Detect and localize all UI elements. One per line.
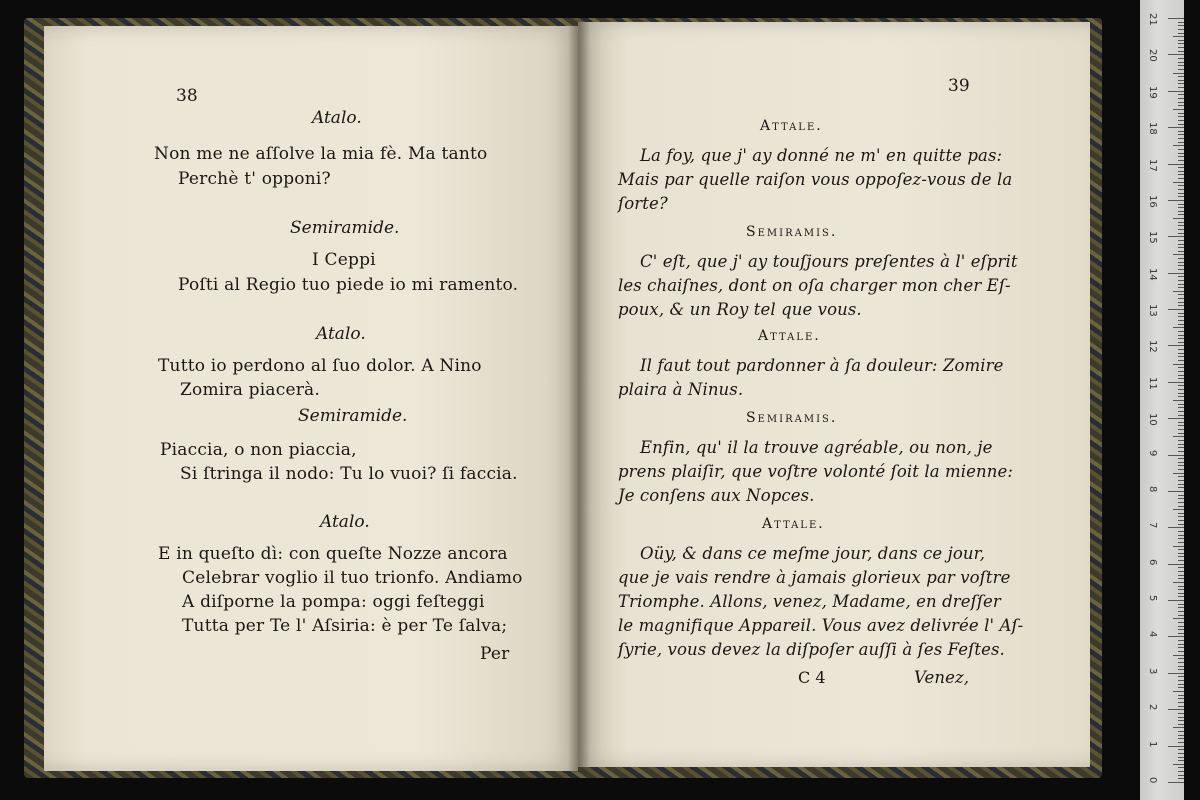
ruler-tick	[1178, 284, 1184, 285]
ruler-tick	[1178, 465, 1184, 466]
ruler-tick	[1178, 720, 1184, 721]
ruler-tick	[1178, 411, 1184, 412]
ruler-tick	[1178, 269, 1184, 270]
ruler-label: 11	[1147, 376, 1158, 390]
speaker-heading: Attale.	[760, 118, 823, 134]
ruler-tick	[1178, 302, 1184, 303]
ruler-tick	[1168, 709, 1184, 710]
ruler-tick	[1173, 400, 1184, 401]
ruler-tick	[1178, 76, 1184, 77]
left-page	[44, 26, 578, 771]
measuring-ruler	[1140, 0, 1184, 800]
ruler-tick	[1178, 222, 1184, 223]
ruler-tick	[1178, 549, 1184, 550]
ruler-tick	[1168, 782, 1184, 783]
ruler-tick	[1178, 662, 1184, 663]
verse-line: Tutto io perdono al ſuo dolor. A Nino	[158, 356, 482, 376]
ruler-tick	[1178, 149, 1184, 150]
ruler-tick	[1178, 476, 1184, 477]
prose-line: Il faut tout pardonner à ſa douleur: Zomire	[640, 356, 1004, 375]
speaker-heading: Atalo.	[312, 108, 362, 128]
ruler-tick	[1178, 22, 1184, 23]
ruler-tick	[1168, 418, 1184, 419]
ruler-tick	[1178, 124, 1184, 125]
ruler-tick	[1178, 502, 1184, 503]
ruler-tick	[1178, 385, 1184, 386]
ruler-tick	[1178, 116, 1184, 117]
ruler-tick	[1173, 73, 1184, 74]
ruler-tick	[1178, 495, 1184, 496]
ruler-tick	[1168, 345, 1184, 346]
ruler-tick	[1178, 69, 1184, 70]
ruler-tick	[1178, 462, 1184, 463]
ruler-tick	[1168, 491, 1184, 492]
ruler-tick	[1168, 127, 1184, 128]
ruler-tick	[1178, 560, 1184, 561]
catchword: Venez,	[914, 668, 970, 687]
page-number: 39	[948, 76, 970, 96]
ruler-label: 9	[1147, 449, 1158, 456]
ruler-tick	[1178, 513, 1184, 514]
ruler-tick	[1178, 371, 1184, 372]
ruler-tick	[1178, 487, 1184, 488]
ruler-tick	[1168, 200, 1184, 201]
ruler-tick	[1178, 153, 1184, 154]
ruler-tick	[1178, 542, 1184, 543]
prose-line: Triomphe. Allons, venez, Madame, en dreſſer	[618, 592, 1001, 611]
ruler-tick	[1173, 546, 1184, 547]
ruler-tick	[1178, 156, 1184, 157]
ruler-label: 0	[1147, 777, 1158, 784]
ruler-tick	[1178, 335, 1184, 336]
ruler-tick	[1178, 389, 1184, 390]
prose-line: Mais par quelle raiſon vous oppoſez-vous de la	[618, 170, 1013, 189]
ruler-tick	[1178, 458, 1184, 459]
ruler-label: 3	[1147, 667, 1158, 675]
ruler-tick	[1178, 396, 1184, 397]
ruler-tick	[1178, 320, 1184, 321]
verse-line: E in queſto dì: con queſte Nozze ancora	[158, 544, 508, 564]
ruler-tick	[1178, 433, 1184, 434]
ruler-tick	[1178, 644, 1184, 645]
ruler-tick	[1178, 731, 1184, 732]
ruler-tick	[1173, 254, 1184, 255]
ruler-tick	[1168, 746, 1184, 747]
ruler-tick	[1178, 676, 1184, 677]
ruler-tick	[1173, 691, 1184, 692]
ruler-tick	[1178, 516, 1184, 517]
ruler-tick	[1178, 171, 1184, 172]
ruler-tick	[1178, 735, 1184, 736]
ruler-tick	[1168, 382, 1184, 383]
ruler-tick	[1178, 687, 1184, 688]
ruler-tick	[1173, 436, 1184, 437]
ruler-tick	[1173, 618, 1184, 619]
signature-mark: C 4	[798, 668, 826, 687]
ruler-label: 15	[1147, 231, 1158, 245]
ruler-tick	[1178, 447, 1184, 448]
ruler-tick	[1178, 229, 1184, 230]
ruler-tick	[1178, 698, 1184, 699]
ruler-tick	[1178, 520, 1184, 521]
ruler-tick	[1178, 717, 1184, 718]
ruler-tick	[1178, 331, 1184, 332]
ruler-tick	[1178, 174, 1184, 175]
ruler-tick	[1178, 94, 1184, 95]
ruler-tick	[1178, 484, 1184, 485]
ruler-tick	[1178, 349, 1184, 350]
speaker-heading: Semiramis.	[746, 410, 838, 426]
ruler-tick	[1178, 669, 1184, 670]
ruler-tick	[1178, 695, 1184, 696]
ruler-tick	[1178, 313, 1184, 314]
ruler-tick	[1178, 258, 1184, 259]
ruler-tick	[1178, 535, 1184, 536]
ruler-tick	[1178, 571, 1184, 572]
ruler-tick	[1178, 189, 1184, 190]
ruler-tick	[1178, 706, 1184, 707]
ruler-tick	[1178, 280, 1184, 281]
ruler-tick	[1178, 604, 1184, 605]
ruler-tick	[1178, 29, 1184, 30]
ruler-tick	[1178, 375, 1184, 376]
ruler-tick	[1178, 757, 1184, 758]
ruler-tick	[1178, 578, 1184, 579]
ruler-tick	[1178, 225, 1184, 226]
ruler-label: 19	[1147, 85, 1158, 99]
ruler-label: 5	[1147, 595, 1158, 602]
ruler-tick	[1178, 51, 1184, 52]
ruler-tick	[1178, 33, 1184, 34]
ruler-tick	[1173, 473, 1184, 474]
ruler-tick	[1178, 138, 1184, 139]
ruler-tick	[1178, 353, 1184, 354]
ruler-tick	[1178, 247, 1184, 248]
ruler-tick	[1178, 524, 1184, 525]
ruler-tick	[1168, 309, 1184, 310]
prose-line: ſorte?	[618, 194, 668, 213]
ruler-tick	[1178, 316, 1184, 317]
ruler-tick	[1173, 764, 1184, 765]
ruler-tick	[1168, 673, 1184, 674]
ruler-tick	[1178, 65, 1184, 66]
ruler-label: 10	[1147, 413, 1158, 426]
ruler-tick	[1178, 244, 1184, 245]
ruler-tick	[1178, 767, 1184, 768]
ruler-tick	[1178, 760, 1184, 761]
ruler-tick	[1178, 338, 1184, 339]
verse-line: Zomira piacerà.	[180, 380, 320, 400]
prose-line: ſyrie, vous devez la diſpoſer auſſi à ſes Feſtes.	[618, 640, 1005, 659]
ruler-tick	[1178, 451, 1184, 452]
ruler-tick	[1173, 509, 1184, 510]
ruler-tick	[1178, 596, 1184, 597]
prose-line: Je conſens aux Nopces.	[618, 486, 815, 505]
ruler-tick	[1178, 607, 1184, 608]
ruler-label: 17	[1147, 158, 1158, 172]
ruler-tick	[1173, 36, 1184, 37]
ruler-tick	[1178, 407, 1184, 408]
ruler-label: 13	[1147, 304, 1158, 317]
prose-line: Oüy, & dans ce meſme jour, dans ce jour,	[640, 544, 986, 563]
ruler-tick	[1168, 54, 1184, 55]
ruler-tick	[1173, 364, 1184, 365]
ruler-tick	[1178, 298, 1184, 299]
ruler-tick	[1178, 713, 1184, 714]
ruler-tick	[1178, 305, 1184, 306]
ruler-tick	[1178, 553, 1184, 554]
prose-line: prens plaiſir, que voſtre volonté ſoit la mienne:	[618, 462, 1013, 481]
ruler-tick	[1178, 575, 1184, 576]
ruler-label: 16	[1147, 194, 1158, 208]
ruler-label: 8	[1147, 485, 1158, 493]
ruler-tick	[1178, 240, 1184, 241]
ruler-tick	[1178, 589, 1184, 590]
ruler-tick	[1178, 480, 1184, 481]
ruler-tick	[1178, 211, 1184, 212]
ruler-tick	[1178, 233, 1184, 234]
ruler-label: 20	[1147, 49, 1158, 63]
ruler-tick	[1178, 629, 1184, 630]
ruler-tick	[1178, 633, 1184, 634]
ruler-tick	[1178, 276, 1184, 277]
ruler-tick	[1168, 636, 1184, 637]
ruler-tick	[1178, 626, 1184, 627]
ruler-tick	[1178, 378, 1184, 379]
ruler-tick	[1178, 207, 1184, 208]
ruler-tick	[1178, 506, 1184, 507]
verse-line: Perchè t' opponi?	[178, 169, 331, 189]
ruler-tick	[1178, 87, 1184, 88]
ruler-tick	[1178, 287, 1184, 288]
ruler-tick	[1178, 102, 1184, 103]
ruler-tick	[1178, 178, 1184, 179]
ruler-tick	[1178, 429, 1184, 430]
speaker-heading: Attale.	[758, 328, 821, 344]
ruler-tick	[1178, 131, 1184, 132]
ruler-tick	[1178, 444, 1184, 445]
verse-line: Piaccia, o non piaccia,	[160, 440, 357, 460]
speaker-heading: Semiramide.	[298, 406, 408, 426]
verse-line: A diſporne la pompa: oggi feſteggi	[182, 592, 485, 612]
ruler-tick	[1178, 83, 1184, 84]
ruler-tick	[1178, 651, 1184, 652]
ruler-tick	[1178, 469, 1184, 470]
page-number: 38	[176, 86, 198, 106]
ruler-tick	[1178, 43, 1184, 44]
ruler-label: 12	[1147, 340, 1158, 354]
speaker-heading: Semiramide.	[290, 218, 400, 238]
ruler-tick	[1178, 214, 1184, 215]
ruler-tick	[1178, 113, 1184, 114]
ruler-tick	[1178, 586, 1184, 587]
ruler-tick	[1178, 538, 1184, 539]
verse-line: I Ceppi	[312, 250, 376, 270]
ruler-tick	[1178, 404, 1184, 405]
ruler-tick	[1178, 80, 1184, 81]
verse-line: Poſti al Regio tuo piede io mi ramento.	[178, 275, 519, 295]
ruler-tick	[1168, 564, 1184, 565]
ruler-tick	[1178, 684, 1184, 685]
ruler-tick	[1173, 327, 1184, 328]
ruler-tick	[1178, 120, 1184, 121]
ruler-tick	[1178, 393, 1184, 394]
prose-line: poux, & un Roy tel que vous.	[618, 300, 862, 319]
prose-line: La foy, que j' ay donné ne m' en quitte pas:	[640, 146, 1003, 165]
ruler-label: 18	[1147, 122, 1158, 135]
speaker-heading: Semiramis.	[746, 224, 838, 240]
ruler-label: 6	[1147, 558, 1158, 566]
ruler-tick	[1178, 749, 1184, 750]
ruler-tick	[1178, 360, 1184, 361]
ruler-tick	[1168, 18, 1184, 19]
ruler-tick	[1178, 658, 1184, 659]
prose-line: plaira à Ninus.	[618, 380, 744, 399]
ruler-tick	[1178, 142, 1184, 143]
ruler-tick	[1173, 291, 1184, 292]
ruler-tick	[1178, 62, 1184, 63]
ruler-label: 21	[1147, 13, 1158, 26]
ruler-tick	[1178, 294, 1184, 295]
ruler-tick	[1173, 182, 1184, 183]
ruler-tick	[1178, 680, 1184, 681]
ruler-tick	[1178, 134, 1184, 135]
ruler-tick	[1178, 193, 1184, 194]
ruler-label: 14	[1147, 267, 1158, 281]
verse-line: Non me ne aſſolve la mia fè. Ma tanto	[154, 144, 488, 164]
ruler-tick	[1178, 25, 1184, 26]
ruler-tick	[1178, 204, 1184, 205]
ruler-tick	[1168, 273, 1184, 274]
speaker-heading: Atalo.	[320, 512, 370, 532]
ruler-label: 2	[1147, 704, 1158, 711]
ruler-tick	[1178, 167, 1184, 168]
ruler-tick	[1178, 185, 1184, 186]
ruler-tick	[1178, 775, 1184, 776]
ruler-tick	[1178, 611, 1184, 612]
book-gutter	[568, 22, 590, 772]
ruler-label: 4	[1147, 631, 1158, 638]
ruler-label: 7	[1147, 522, 1158, 529]
ruler-tick	[1178, 47, 1184, 48]
ruler-tick	[1178, 367, 1184, 368]
ruler-tick	[1178, 265, 1184, 266]
ruler-tick	[1168, 91, 1184, 92]
ruler-tick	[1178, 531, 1184, 532]
ruler-tick	[1168, 600, 1184, 601]
ruler-tick	[1178, 753, 1184, 754]
ruler-tick	[1173, 727, 1184, 728]
ruler-tick	[1178, 647, 1184, 648]
ruler-tick	[1173, 655, 1184, 656]
prose-line: C' eſt, que j' ay touſjours preſentes à l' eſprit	[640, 252, 1018, 271]
ruler-tick	[1168, 455, 1184, 456]
ruler-tick	[1178, 666, 1184, 667]
ruler-tick	[1178, 440, 1184, 441]
ruler-tick	[1178, 422, 1184, 423]
ruler-tick	[1178, 556, 1184, 557]
speaker-heading: Atalo.	[316, 324, 366, 344]
ruler-tick	[1168, 527, 1184, 528]
ruler-tick	[1178, 622, 1184, 623]
ruler-tick	[1178, 342, 1184, 343]
catchword: Per	[480, 644, 510, 664]
ruler-tick	[1173, 109, 1184, 110]
ruler-tick	[1178, 356, 1184, 357]
ruler-tick	[1178, 567, 1184, 568]
verse-line: Si ſtringa il nodo: Tu lo vuoi? ſi faccia.	[180, 464, 518, 484]
prose-line: que je vais rendre à jamais glorieux par voſtre	[618, 568, 1011, 587]
ruler-tick	[1173, 582, 1184, 583]
ruler-tick	[1173, 145, 1184, 146]
verse-line: Tutta per Te l' Aſsiria: è per Te ſalva;	[182, 616, 508, 636]
ruler-tick	[1178, 724, 1184, 725]
right-page	[578, 22, 1090, 767]
ruler-tick	[1178, 738, 1184, 739]
ruler-label: 1	[1147, 740, 1158, 747]
ruler-tick	[1168, 164, 1184, 165]
ruler-tick	[1178, 251, 1184, 252]
ruler-tick	[1178, 778, 1184, 779]
ruler-tick	[1178, 324, 1184, 325]
ruler-tick	[1178, 58, 1184, 59]
ruler-tick	[1178, 425, 1184, 426]
prose-line: Enfin, qu' il la trouve agréable, ou non, je	[640, 438, 993, 457]
ruler-tick	[1178, 702, 1184, 703]
ruler-tick	[1178, 105, 1184, 106]
ruler-tick	[1178, 262, 1184, 263]
ruler-tick	[1178, 160, 1184, 161]
ruler-tick	[1178, 196, 1184, 197]
ruler-tick	[1178, 742, 1184, 743]
ruler-tick	[1178, 98, 1184, 99]
ruler-tick	[1178, 415, 1184, 416]
ruler-tick	[1178, 615, 1184, 616]
prose-line: le magnifique Appareil. Vous avez delivrée l' Aſ-	[618, 616, 1024, 635]
ruler-tick	[1178, 640, 1184, 641]
ruler-tick	[1168, 236, 1184, 237]
ruler-tick	[1173, 218, 1184, 219]
speaker-heading: Attale.	[762, 516, 825, 532]
ruler-tick	[1178, 498, 1184, 499]
verse-line: Celebrar voglio il tuo trionfo. Andiamo	[182, 568, 523, 588]
ruler-tick	[1178, 771, 1184, 772]
ruler-tick	[1178, 593, 1184, 594]
prose-line: les chaiſnes, dont on oſa charger mon cher Eſ-	[618, 276, 1011, 295]
ruler-tick	[1178, 40, 1184, 41]
